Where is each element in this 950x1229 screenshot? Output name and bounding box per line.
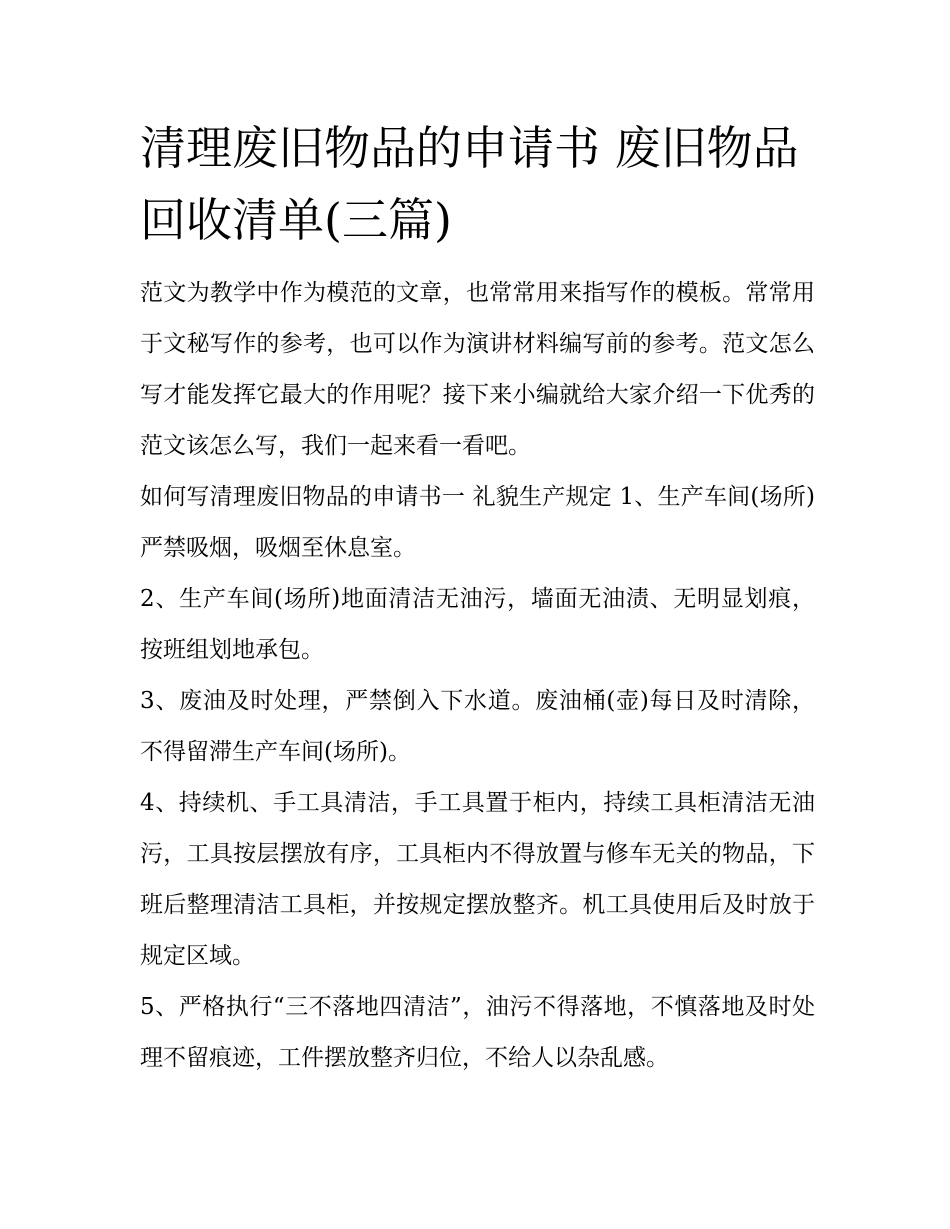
body-paragraph-3: 3、废油及时处理，严禁倒入下水道。废油桶(壶)每日及时清除，不得留滞生产车间(场所)。 xyxy=(140,688,815,765)
document-title: 清理废旧物品的申请书 废旧物品回收清单(三篇) xyxy=(140,121,799,247)
intro-paragraph: 范文为教学中作为模范的文章，也常常用来指写作的模板。常常用于文秘写作的参考，也可以作为演讲材料编写前的参考。范文怎么写才能发挥它最大的作用呢？接下来小编就给大家介绍一下优秀的范文该怎么写，我们一起来看一看吧。 xyxy=(140,280,815,459)
body-paragraph-2: 2、生产车间(场所)地面清洁无油污，墙面无油渍、无明显划痕，按班组划地承包。 xyxy=(140,586,815,663)
document-page xyxy=(140,112,815,1084)
body-paragraph-5: 5、严格执行“三不落地四清洁”，油污不得落地，不慎落地及时处理不留痕迹，工件摆放整齐归位，不给人以杂乱感。 xyxy=(140,994,815,1071)
body-paragraph-1: 如何写清理废旧物品的申请书一 礼貌生产规定 1、生产车间(场所)严禁吸烟，吸烟至休息室。 xyxy=(140,484,815,561)
body-paragraph-4: 4、持续机、手工具清洁，手工具置于柜内，持续工具柜清洁无油污，工具按层摆放有序，工具柜内不得放置与修车无关的物品，下班后整理清洁工具柜，并按规定摆放整齐。机工具使用后及时放于规定区域。 xyxy=(140,790,815,969)
